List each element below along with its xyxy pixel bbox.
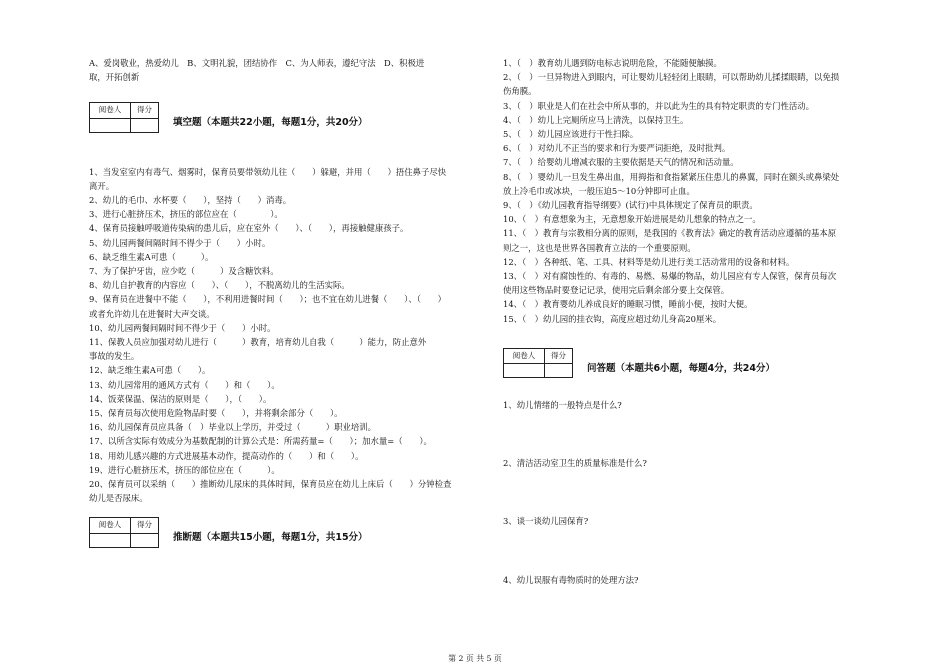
fill-line: 7、为了保护牙齿，应少吃（ ）及含糖饮料。 bbox=[89, 266, 279, 277]
judge-line: 7、（ ）给婴幼儿增减衣服的主要依据是天气的情况和活动量。 bbox=[503, 157, 739, 168]
fill-line: 9、保育员在进餐中不能（ ），不利用进餐时间（ ）；也不宜在幼儿进餐（ ）、（ ） bbox=[89, 294, 447, 305]
judge-line: 伤角膜。 bbox=[503, 86, 537, 97]
fill-section-title: 填空题（本题共22小题，每题1分，共20分） bbox=[173, 117, 368, 129]
fill-line: 2、幼儿的毛巾、水杯要（ ），坚持（ ）消毒。 bbox=[89, 195, 292, 206]
fill-line: 19、进行心脏挤压术，挤压的部位应在（ ）。 bbox=[89, 464, 280, 475]
intro-line: 取，开拓创新 bbox=[89, 72, 140, 83]
judge-line: 8、（ ）婴幼儿一旦发生鼻出血，用拇指和食指紧紧压住患儿的鼻翼，同时在额头或鼻梁处 bbox=[503, 171, 840, 182]
judge-line: 9、（ ）《幼儿园教育指导纲要》(试行)中具体规定了保育员的职责。 bbox=[503, 200, 758, 211]
judge-section-header bbox=[89, 517, 487, 547]
grader-label: 阅卷人 bbox=[90, 103, 131, 118]
judge-line: 3、（ ）职业是人们在社会中所从事的，并以此为生的具有特定职责的专门性活动。 bbox=[503, 100, 815, 111]
judge-line: 10、（ ）有意想象为主，无意想象开始进展是幼儿想象的特点之一。 bbox=[503, 214, 761, 225]
judge-line: 13、（ ）对有腐蚀性的、有毒的、易燃、易爆的物品，幼儿园应有专人保管，保育员每次 bbox=[503, 271, 837, 282]
grader-label: 阅卷人 bbox=[90, 518, 131, 533]
score-cell bbox=[131, 533, 159, 547]
fill-line: 15、保育员每次使用危险物品时要（ ），并将剩余部分（ ）。 bbox=[89, 408, 343, 419]
score-box bbox=[503, 348, 573, 378]
grader-cell bbox=[90, 533, 131, 547]
fill-line: 5、幼儿园两餐间隔时间不得少于（ ）小时。 bbox=[89, 237, 271, 248]
judge-line: 2、（ ）一旦异物进入到眼内，可让婴幼儿轻轻闭上眼睛，可以帮助幼儿揉揉眼睛，以免损 bbox=[503, 72, 840, 83]
page-number: 第 2 页 共 5 页 bbox=[448, 654, 502, 663]
fill-section-header bbox=[89, 102, 487, 132]
judge-questions bbox=[503, 56, 901, 326]
fill-line: 4、保育员接触呼吸道传染病的患儿后，应在室外（ ）、（ ），再接触健康孩子。 bbox=[89, 223, 409, 234]
score-label: 得分 bbox=[131, 103, 159, 118]
judge-line: 14、（ ）教育婴幼儿养成良好的睡眠习惯，睡前小便，按时大便。 bbox=[503, 299, 753, 310]
fill-line: 3、进行心脏挤压术，挤压的部位应在（ ）。 bbox=[89, 209, 283, 220]
judge-line: 11、（ ）教育与宗教相分离的原则，是我国的《教育法》确定的教育活动应遵循的基本原 bbox=[503, 228, 837, 239]
fill-line: 11、保教人员应加强对幼儿进行（ ）教育，培育幼儿自我（ ）能力，防止意外 bbox=[89, 337, 427, 348]
judge-line: 15、（ ）幼儿园的挂衣钩，高度应超过幼儿身高20厘米。 bbox=[503, 313, 722, 324]
qa-question: 3、谈一谈幼儿园保育? bbox=[503, 516, 589, 527]
score-label: 得分 bbox=[131, 518, 159, 533]
score-cell bbox=[131, 118, 159, 132]
qa-section-header bbox=[503, 348, 901, 378]
judge-line: 使用这些物品时要登记记录，使用完后剩余部分要上交保管。 bbox=[503, 285, 730, 296]
fill-line: 离开。 bbox=[89, 180, 115, 191]
fill-line: 17、以所含实际有效成分为基数配制的计算公式是：所需药量=（ ）；加水量=（ ）。 bbox=[89, 436, 432, 447]
qa-questions bbox=[503, 398, 901, 587]
fill-line: 或者允许幼儿在进餐时大声交谈。 bbox=[89, 308, 215, 319]
grader-cell bbox=[90, 118, 131, 132]
judge-line: 12、（ ）各种纸、笔、工具、材料等是幼儿进行美工活动常用的设备和材料。 bbox=[503, 256, 795, 267]
fill-line: 1、当发室室内有毒气、烟雾时，保育员要带领幼儿往（ ）躲避，并用（ ）捂住鼻子尽快 bbox=[89, 166, 447, 177]
judge-line: 放上冷毛巾或冰块，一般压迫5～10分钟即可止血。 bbox=[503, 185, 695, 196]
left-column bbox=[89, 56, 487, 548]
qa-question: 4、幼儿误服有毒物质时的处理方法? bbox=[503, 574, 639, 585]
score-box bbox=[89, 517, 159, 547]
judge-section-title: 推断题（本题共15小题，每题1分，共15分） bbox=[173, 532, 368, 544]
fill-questions bbox=[89, 165, 487, 506]
fill-line: 10、幼儿园两餐间隔时间不得少于（ ）小时。 bbox=[89, 322, 276, 333]
fill-line: 事故的发生。 bbox=[89, 351, 140, 362]
judge-line: 4、（ ）幼儿上完厕所应马上清洗，以保持卫生。 bbox=[503, 114, 689, 125]
fill-line: 6、缺乏维生素A可患（ ）。 bbox=[89, 251, 214, 262]
intro-options bbox=[89, 56, 487, 84]
fill-line: 20、保育员可以采纳（ ）推断幼儿尿床的具体时间，保育员应在幼儿上床后（ ）分钟检查 bbox=[89, 479, 452, 490]
grader-cell bbox=[504, 364, 545, 378]
judge-line: 则之一，这也是世界各国教育立法的一个重要原则。 bbox=[503, 242, 696, 253]
judge-line: 5、（ ）幼儿园应该进行干性扫除。 bbox=[503, 129, 639, 140]
fill-line: 幼儿是否尿床。 bbox=[89, 493, 148, 504]
judge-line: 6、（ ）对幼儿不正当的要求和行为要严词拒绝，及时批判。 bbox=[503, 143, 731, 154]
score-label: 得分 bbox=[545, 348, 573, 363]
score-cell bbox=[545, 364, 573, 378]
right-column bbox=[503, 56, 901, 587]
fill-line: 8、幼儿自护教育的内容应（ ）、（ ），不脱离幼儿的生活实际。 bbox=[89, 280, 350, 291]
grader-label: 阅卷人 bbox=[504, 348, 545, 363]
fill-line: 12、缺乏维生素A可患（ ）。 bbox=[89, 365, 211, 376]
intro-line: A、爱岗敬业，热爱幼儿 B、文明礼貌，团结协作 C、为人师表，遵纪守法 D、积极进 bbox=[89, 58, 425, 68]
qa-question: 2、清洁活动室卫生的质量标准是什么? bbox=[503, 458, 647, 469]
fill-line: 14、饭菜保温、保洁的原则是（ ），（ ）。 bbox=[89, 393, 272, 404]
score-box bbox=[89, 102, 159, 132]
fill-line: 13、幼儿园常用的通风方式有（ ）和（ ）。 bbox=[89, 379, 280, 390]
qa-section-title: 问答题（本题共6小题，每题4分，共24分） bbox=[587, 362, 775, 374]
qa-question: 1、幼儿情绪的一般特点是什么? bbox=[503, 400, 622, 411]
fill-line: 16、幼儿园保育员应具备（ ）毕业以上学历，并受过（ ）职业培训。 bbox=[89, 422, 377, 433]
fill-line: 18、用幼儿感兴趣的方式进展基本动作，提高动作的（ ）和（ ）。 bbox=[89, 450, 364, 461]
judge-line: 1、（ ）教育幼儿遇到防电标志说明危险，不能随便触摸。 bbox=[503, 58, 722, 68]
